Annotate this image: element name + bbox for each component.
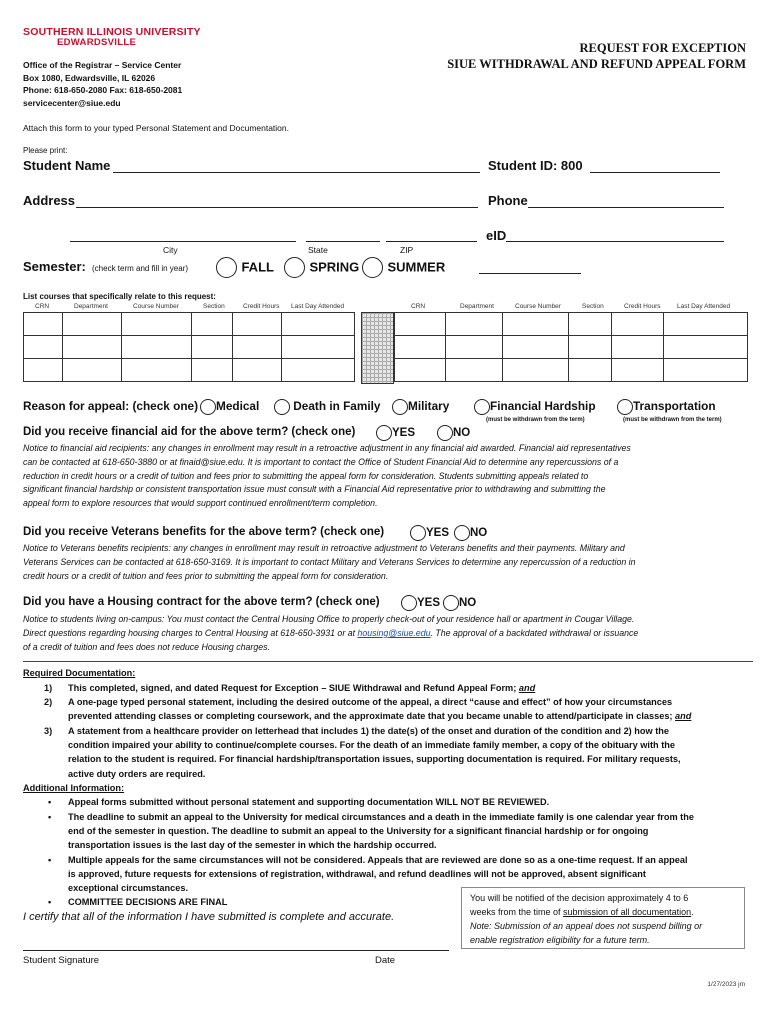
course-col-header: Last Day Attended [677,303,731,310]
table-cell[interactable] [395,359,446,382]
table-cell[interactable] [24,336,63,359]
military-radio[interactable] [392,399,408,415]
table-cell[interactable] [192,313,233,336]
reason-death-option[interactable] [274,399,380,415]
university-logo-campus: EDWARDSVILLE [57,37,137,48]
state-field[interactable] [306,241,380,242]
table-cell[interactable] [233,359,282,382]
city-label: City [163,245,178,255]
table-cell[interactable] [63,313,122,336]
table-cell[interactable] [446,359,503,382]
table-cell[interactable] [122,359,192,382]
office-line: Office of the Registrar – Service Center [23,60,182,70]
military-label: Military [408,399,450,414]
bullet-icon: • [48,897,52,907]
table-row [24,336,355,359]
notice-line: significant financial hardship or consistent transportation issue must consult with a Financial Aid representative prior to withdrawing and submitting the [23,484,606,495]
table-row [395,313,748,336]
financial-aid-yes-label: YES [392,427,416,440]
semester-spring-option[interactable] [284,257,359,278]
financial-aid-yes-radio[interactable] [376,425,392,441]
housing-yes-option[interactable] [401,595,440,611]
housing-no-radio[interactable] [443,595,459,611]
table-cell[interactable] [612,359,664,382]
table-cell[interactable] [282,336,355,359]
notice-line: appeal form to explore resources that would support continued enrollment/term completion. [23,498,378,509]
spring-label: SPRING [309,259,360,275]
table-cell[interactable] [503,336,569,359]
table-cell[interactable] [664,313,748,336]
semester-year-field[interactable] [479,273,581,274]
table-cell[interactable] [503,359,569,382]
transportation-withdrawn-note: (must be withdrawn from the term) [623,417,722,423]
housing-notice [23,613,753,654]
notice-text: Direct questions regarding housing charges to Central Housing at 618-650-3931 or at [23,627,358,638]
table-row [24,359,355,382]
course-col-header: Credit Hours [624,303,661,310]
course-col-header: Last Day Attended [291,303,345,310]
table-cell[interactable] [282,359,355,382]
reason-medical-option[interactable] [200,399,259,415]
course-col-header: CRN [35,303,50,310]
additional-item [68,895,227,909]
required-docs-heading: Required Documentation: [23,668,136,678]
additional-item-text: transportation issues is the last day of the semester in which the hardship occurred. [68,840,437,851]
student-name-label: Student Name [23,158,111,173]
death-in-family-radio[interactable] [274,399,290,415]
semester-label: Semester: [23,259,86,274]
notification-text: . [691,907,694,917]
notice-line: Notice to financial aid recipients: any changes in enrollment may result in a retroactive adjustment in any financial aid awarded. Financial aid representatives [23,443,631,453]
fall-label: FALL [241,259,274,275]
summer-radio[interactable] [362,257,383,278]
reason-military-option[interactable] [392,399,449,415]
death-in-family-label: Death in Family [293,399,381,414]
medical-radio[interactable] [200,399,216,415]
notification-emphasis: submission of all documentation [563,907,692,917]
table-cell[interactable] [569,359,612,382]
additional-item-text: Multiple appeals for the same circumstances will not be considered. Appeals that are reviewed are done so as a one-time request. If an appeal [68,855,688,865]
table-cell[interactable] [282,313,355,336]
required-item-line [68,709,753,723]
notice-line: can be contacted at 618-650-3880 or at finaid@siue.edu. It is important to contact the Office of Student Financial Aid to determine any repercussions of a [23,456,619,467]
veterans-notice [23,542,753,583]
section-divider [23,661,753,662]
notice-line: Notice to students living on-campus: You must contact the Central Housing Office to properly check-out of your residence hall or apartment in Cougar Village. [23,614,635,624]
table-cell[interactable] [664,336,748,359]
notice-text: . The approval of a backdated withdrawal or issuance [430,627,639,638]
courses-caption: List courses that specifically relate to this request: [23,292,216,301]
financial-hardship-radio[interactable] [474,399,490,415]
table-cell[interactable] [24,359,63,382]
veterans-yes-radio[interactable] [410,525,426,541]
housing-email-link[interactable]: housing@siue.edu [357,627,431,638]
financial-hardship-label: Financial Hardship [490,399,596,414]
university-logo-name: SOUTHERN ILLINOIS UNIVERSITY [23,26,201,38]
student-id-label: Student ID: 800 [488,158,583,173]
eid-field[interactable] [506,241,724,242]
required-item-number: 1) [44,683,53,693]
housing-no-option[interactable] [443,595,476,611]
notice-line [23,627,753,641]
veterans-yes-label: YES [426,527,450,540]
notification-text: weeks from the time of [470,907,564,917]
financial-aid-no-radio[interactable] [437,425,453,441]
required-item-text: condition impaired your ability to continue/complete courses. For the death of an immediate family member, a copy of the obituary with the [68,740,675,751]
housing-yes-radio[interactable] [401,595,417,611]
table-cell[interactable] [612,313,664,336]
financial-aid-yes-option[interactable] [376,425,415,441]
revision-date: 1/27/2023 jm [707,981,745,988]
notice-line: Notice to Veterans benefits recipients: any changes in enrollment may result in retroactive adjustment to Veterans benefits and their payments. Military and [23,543,625,553]
phone-label: Phone [488,193,528,208]
certify-statement: I certify that all of the information I have submitted is complete and accurate. [23,911,395,923]
notice-line: of a credit of tuition and fees does not reduce Housing charges. [23,641,270,652]
reason-transportation-option[interactable] [617,399,716,415]
notice-line: credit hours or a credit of tuition and fees prior to submitting the appeal form for consideration. [23,570,389,581]
table-cell[interactable] [63,336,122,359]
table-cell[interactable] [192,336,233,359]
table-cell[interactable] [122,313,192,336]
veterans-yes-option[interactable] [410,525,449,541]
table-cell[interactable] [122,336,192,359]
required-item-number: 2) [44,697,53,707]
attach-instruction: Attach this form to your typed Personal Statement and Documentation. [23,123,290,133]
form-title-line1: REQUEST FOR EXCEPTION [579,41,746,55]
course-col-header: Course Number [133,303,179,310]
transportation-label: Transportation [633,399,716,414]
student-name-field[interactable] [113,172,480,173]
courses-table-right [394,312,748,382]
required-item [68,724,753,781]
eid-label: eID [486,228,507,243]
course-col-header: Credit Hours [243,303,280,310]
table-cell[interactable] [233,336,282,359]
additional-item-text: COMMITTEE DECISIONS ARE FINAL [68,897,228,907]
additional-item-text: exceptional circumstances. [68,883,189,894]
required-item [68,681,753,695]
bullet-icon: • [48,797,52,807]
notification-note: Note: Submission of an appeal does not suspend billing or [470,921,703,931]
housing-question: Did you have a Housing contract for the above term? (check one) [23,596,380,608]
notification-line [470,905,736,919]
city-field[interactable] [70,241,296,242]
financial-aid-notice [23,442,753,511]
table-cell[interactable] [446,313,503,336]
required-item-text: A one-page typed personal statement, including the desired outcome of the appeal, a direct “cause and effect” of how your circumstances [68,697,673,707]
financial-aid-no-option[interactable] [437,425,470,441]
semester-summer-option[interactable] [362,257,445,278]
table-cell[interactable] [233,313,282,336]
form-title [447,40,746,72]
financial-withdrawn-note: (must be withdrawn from the term) [486,417,585,423]
financial-aid-no-label: NO [453,427,471,440]
required-item-text: This completed, signed, and dated Request for Exception – SIUE Withdrawal and Refund Appeal Form; [68,683,519,693]
spring-radio[interactable] [284,257,305,278]
veterans-no-option[interactable] [454,525,487,541]
address-label: Address [23,193,76,208]
required-item-number: 3) [44,726,53,736]
notification-box [461,887,745,949]
bullet-icon: • [48,812,52,822]
fall-radio[interactable] [216,257,237,278]
table-cell[interactable] [24,313,63,336]
required-item-text: relation to the student is required. For financial hardship/transportation issues, supporting documentation is required. For military requests, [68,754,681,765]
date-label: Date [375,955,396,966]
veterans-no-radio[interactable] [454,525,470,541]
semester-fall-option[interactable] [216,257,274,278]
courses-table-divider [361,312,394,384]
veterans-no-label: NO [470,527,488,540]
table-row [395,336,748,359]
notification-note: enable registration eligibility for a future term. [470,935,650,945]
course-col-header: CRN [411,303,426,310]
phone-field[interactable] [528,207,724,208]
additional-item-text: The deadline to submit an appeal to the University for medical circumstances and a death in the immediate family is one calendar year from the [68,812,694,822]
additional-item [68,810,753,853]
office-line: Box 1080, Edwardsville, IL 62026 [23,72,156,83]
office-line: Phone: 618-650-2080 Fax: 618-650-2081 [23,85,183,95]
reason-financial-option[interactable] [474,399,596,415]
office-address [23,59,182,109]
additional-item [68,795,753,809]
table-cell[interactable] [395,336,446,359]
reason-label: Reason for appeal: (check one) [23,399,199,413]
additional-item-text: is approved, future requests for extensions of registration, withdrawal, and refund deadlines will not be approved, absent significant [68,869,646,880]
transportation-radio[interactable] [617,399,633,415]
table-cell[interactable] [569,336,612,359]
veterans-question: Did you receive Veterans benefits for the above term? (check one) [23,526,385,538]
course-col-header: Department [460,303,494,310]
table-cell[interactable] [612,336,664,359]
office-line: servicecenter@siue.edu [23,97,121,108]
address-field[interactable] [76,207,478,208]
table-cell[interactable] [395,313,446,336]
course-col-header: Department [74,303,108,310]
summer-label: SUMMER [387,259,446,275]
required-item-text: active duty orders are required. [68,768,206,779]
required-item [68,695,753,723]
required-item-conj: and [518,683,536,693]
student-signature-label: Student Signature [23,955,100,966]
course-col-header: Section [582,303,604,310]
please-print-label: Please print: [23,146,68,155]
required-item-conj: and [675,711,692,722]
notice-line: reduction in credit hours or a credit of tuition and fees prior to submitting the appeal form for consideration. Students submitting appeals related to [23,470,589,481]
table-cell[interactable] [192,359,233,382]
housing-yes-label: YES [417,597,441,610]
zip-label: ZIP [400,245,414,255]
zip-field[interactable] [386,241,477,242]
financial-aid-question: Did you receive financial aid for the above term? (check one) [23,426,356,438]
table-cell[interactable] [569,313,612,336]
additional-info-heading: Additional Information: [23,783,125,793]
student-id-field[interactable] [590,172,720,173]
notification-text: You will be notified of the decision approximately 4 to 6 [470,893,689,903]
bullet-icon: • [48,855,52,865]
notice-line: Veterans Services can be contacted at 618-650-3169. It is important to contact Military and Veterans Services to determine any repercussion of a reduction in [23,556,636,567]
table-row [24,313,355,336]
table-cell[interactable] [664,359,748,382]
course-col-header: Section [203,303,225,310]
signature-line[interactable] [23,950,449,951]
courses-table-left [23,312,355,382]
medical-label: Medical [216,399,260,414]
table-cell[interactable] [503,313,569,336]
required-item-text: A statement from a healthcare provider on letterhead that includes 1) the date(s) of the onset and duration of the condition and 2) how the [68,726,669,736]
required-item-text: prevented attending classes or completing coursework, and the approximate date that you became unable to attend/participate in classes; [68,711,676,722]
semester-hint: (check term and fill in year) [92,264,189,273]
table-row [395,359,748,382]
additional-item-text: end of the semester in question. The deadline to submit an appeal to the University for a significant financial hardship or for ongoing [68,826,649,837]
form-title-line2: SIUE WITHDRAWAL AND REFUND APPEAL FORM [447,57,746,71]
table-cell[interactable] [446,336,503,359]
state-label: State [308,245,328,255]
course-col-header: Course Number [515,303,561,310]
additional-item-text: Appeal forms submitted without personal statement and supporting documentation WILL NOT BE REVIEWED. [68,797,550,807]
table-cell[interactable] [63,359,122,382]
housing-no-label: NO [459,597,477,610]
